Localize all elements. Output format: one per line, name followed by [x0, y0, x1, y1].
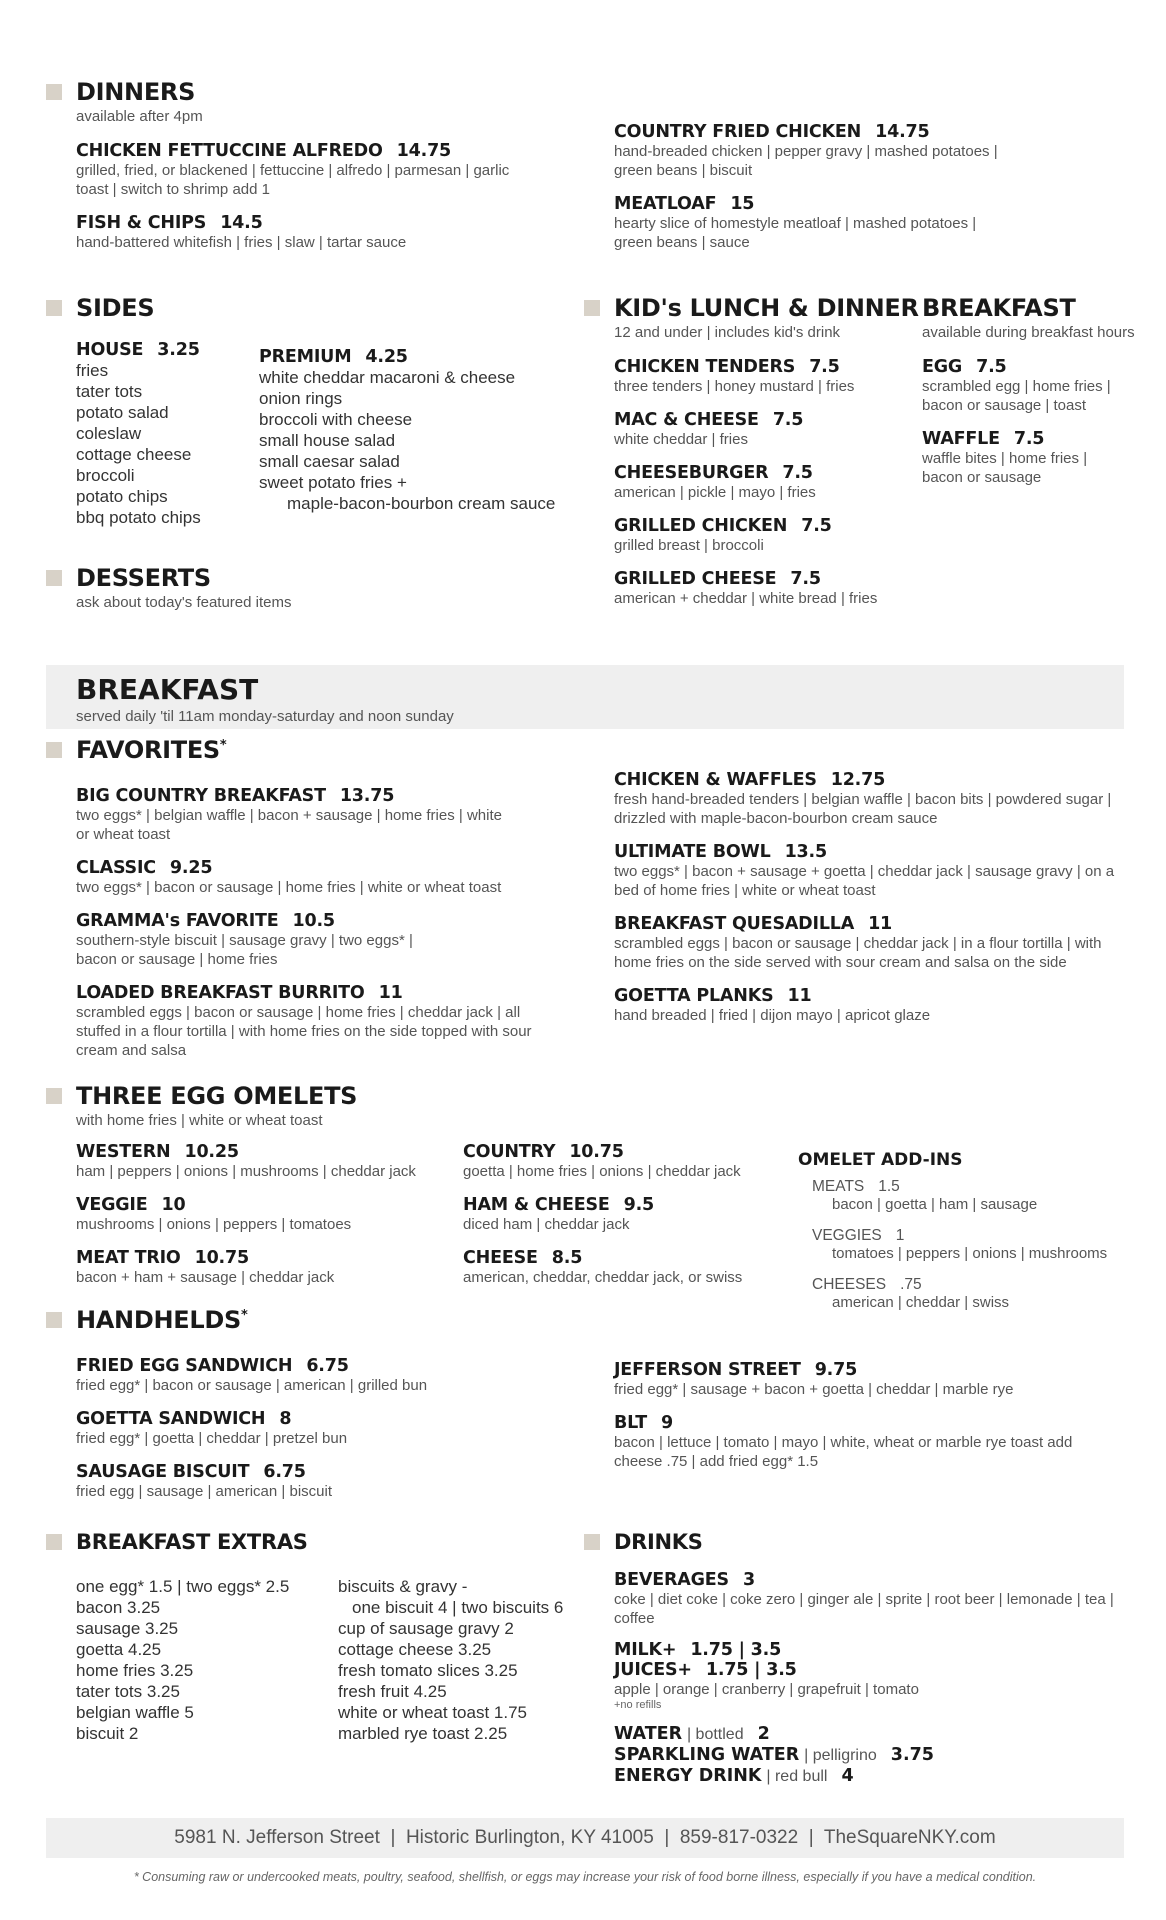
house-sides-list	[76, 360, 201, 528]
item-desc: fried egg* | bacon or sausage | american | grilled bun	[76, 1377, 428, 1394]
item-name: WESTERN	[76, 1142, 171, 1162]
juices-desc: apple | orange | cranberry | grapefruit | tomato	[614, 1681, 919, 1698]
item-desc: southern-style biscuit | sausage gravy | two eggs* | bacon or sausage | home fries	[76, 932, 413, 968]
item-price: 10.5	[292, 911, 335, 931]
item-name: GOETTA SANDWICH	[76, 1409, 266, 1429]
addin-category: VEGGIES 1	[812, 1227, 905, 1244]
menu-item	[922, 357, 1152, 415]
sides-header	[46, 294, 154, 322]
menu-item	[76, 983, 586, 1060]
item-name: COUNTRY	[463, 1142, 556, 1162]
item-price: 8.5	[551, 1248, 583, 1268]
no-refills-note: +no refills	[614, 1699, 662, 1711]
breakfast-banner-title: BREAKFAST	[76, 673, 259, 706]
list-item: cottage cheese	[76, 445, 192, 464]
sparkling-water-line: SPARKLING WATER | pelligrino 3.75	[614, 1745, 934, 1765]
addin-desc: american | cheddar | swiss	[832, 1294, 1010, 1311]
kids-breakfast-section	[922, 294, 1152, 501]
section-marker-icon	[46, 84, 62, 100]
list-item: potato salad	[76, 403, 169, 422]
item-price: 7.5	[782, 463, 813, 483]
menu-item	[614, 122, 1044, 180]
item-price: 4.25	[365, 347, 408, 367]
addins-title: OMELET ADD-INS	[798, 1150, 963, 1170]
item-desc: two eggs* | belgian waffle | bacon + sausage | home fries | white or wheat toast	[76, 807, 502, 843]
menu-item	[614, 986, 1134, 1025]
list-item: sausage 3.25	[76, 1619, 179, 1638]
item-price: 11	[868, 914, 893, 934]
item-desc: grilled, fried, or blackened | fettuccine | alfredo | parmesan | garlic toast | switch to shrimp add 1	[76, 162, 510, 198]
item-name: FRIED EGG SANDWICH	[76, 1356, 293, 1376]
desserts-subtitle: ask about today's featured items	[76, 594, 292, 611]
item-price: 7.5	[790, 569, 821, 589]
menu-item	[614, 842, 1134, 900]
item-price: 10	[161, 1195, 186, 1215]
item-name: WAFFLE	[922, 429, 1000, 449]
item-desc: bacon + ham + sausage | cheddar jack	[76, 1269, 335, 1286]
item-name: CHICKEN FETTUCCINE ALFREDO	[76, 141, 383, 161]
item-desc: american, cheddar, cheddar jack, or swiss	[463, 1269, 743, 1286]
item-desc: american | pickle | mayo | fries	[614, 484, 816, 501]
item-price: 10.75	[569, 1142, 624, 1162]
desserts-header	[46, 564, 292, 592]
addin-desc: bacon | goetta | ham | sausage	[832, 1196, 1038, 1213]
list-item: broccoli	[76, 466, 135, 485]
item-price: 14.75	[875, 122, 930, 142]
item-desc: fried egg* | goetta | cheddar | pretzel bun	[76, 1430, 348, 1447]
menu-item	[614, 914, 1134, 972]
item-name: MEATLOAF	[614, 194, 717, 214]
list-item: home fries 3.25	[76, 1661, 194, 1680]
menu-item	[614, 357, 914, 396]
item-name: CHEESEBURGER	[614, 463, 769, 483]
favorites-section	[46, 736, 586, 1074]
desserts-section	[46, 564, 292, 611]
item-desc: mushrooms | onions | peppers | tomatoes	[76, 1216, 352, 1233]
item-desc: three tenders | honey mustard | fries	[614, 378, 855, 395]
item-name: CHICKEN & WAFFLES	[614, 770, 817, 790]
item-name: LOADED BREAKFAST BURRITO	[76, 983, 365, 1003]
item-price: 10.75	[194, 1248, 249, 1268]
item-name: COUNTRY FRIED CHICKEN	[614, 122, 862, 142]
list-item: cup of sausage gravy 2	[338, 1619, 514, 1638]
sides-title: SIDES	[76, 294, 155, 322]
extras-left-list	[76, 1576, 289, 1744]
item-price: 3.25	[157, 340, 200, 360]
item-price: 12.75	[830, 770, 886, 790]
section-marker-icon	[46, 570, 62, 586]
item-name: PREMIUM	[259, 347, 352, 367]
item-price: 9.5	[623, 1195, 655, 1215]
list-item: coleslaw	[76, 424, 142, 443]
list-item: one egg* 1.5 | two eggs* 2.5	[76, 1577, 290, 1596]
item-name: CLASSIC	[76, 858, 156, 878]
list-item: fresh fruit 4.25	[338, 1682, 447, 1701]
list-item: bacon 3.25	[76, 1598, 161, 1617]
section-marker-icon	[46, 1534, 62, 1550]
menu-item	[463, 1248, 793, 1287]
list-item: tater tots	[76, 382, 143, 401]
item-desc: fried egg | sausage | american | biscuit	[76, 1483, 332, 1500]
menu-item	[76, 1462, 516, 1501]
item-price: 14.5	[220, 213, 263, 233]
dinners-right-column	[614, 122, 1044, 266]
energy-drink-line: ENERGY DRINK | red bull 4	[614, 1766, 854, 1786]
item-price: 10.25	[184, 1142, 239, 1162]
sides-premium	[259, 347, 555, 514]
menu-item	[614, 410, 914, 449]
list-item: fries	[76, 361, 109, 380]
dinners-section	[46, 78, 586, 266]
omelets-header	[46, 1082, 357, 1110]
extras-title: BREAKFAST EXTRAS	[76, 1530, 308, 1554]
menu-item	[76, 1409, 516, 1448]
item-desc: american + cheddar | white bread | fries	[614, 590, 878, 607]
list-item: tater tots 3.25	[76, 1682, 180, 1701]
list-item: cottage cheese 3.25	[338, 1640, 492, 1659]
handhelds-left-column	[76, 1356, 516, 1515]
item-price: 6.75	[306, 1356, 349, 1376]
list-item: goetta 4.25	[76, 1640, 162, 1659]
menu-item	[463, 1195, 793, 1234]
dinners-title: DINNERS	[76, 78, 196, 106]
item-name: BEVERAGES	[614, 1570, 729, 1590]
menu-item	[614, 463, 914, 502]
list-item: small house salad	[259, 431, 396, 450]
list-item: small caesar salad	[259, 452, 400, 471]
drinks-header	[584, 1530, 1124, 1554]
menu-item	[76, 858, 586, 897]
item-desc: hand breaded | fried | dijon mayo | apricot glaze	[614, 1007, 931, 1024]
list-item: bbq potato chips	[76, 508, 201, 527]
item-desc: hand-breaded chicken | pepper gravy | mashed potatoes | green beans | biscuit	[614, 143, 998, 179]
item-desc: waffle bites | home fries | bacon or sausage	[922, 450, 1088, 486]
drinks-section	[584, 1530, 1124, 1786]
item-name: CHEESE	[463, 1248, 538, 1268]
kids-subtitle: 12 and under | includes kid's drink	[614, 324, 841, 341]
menu-item	[614, 1570, 1124, 1628]
menu-item	[614, 569, 914, 608]
item-desc: scrambled egg | home fries | bacon or sausage | toast	[922, 378, 1111, 414]
item-price: 7.5	[1013, 429, 1045, 449]
premium-sides-list	[259, 367, 555, 514]
kids-section	[584, 294, 919, 622]
item-name: GRILLED CHEESE	[614, 569, 777, 589]
item-desc: fried egg* | sausage + bacon + goetta | cheddar | marble rye	[614, 1381, 1014, 1398]
menu-item	[614, 770, 1134, 828]
water-line: WATER | bottled 2	[614, 1724, 770, 1744]
item-price: 6.75	[263, 1462, 306, 1482]
item-desc: goetta | home fries | onions | cheddar jack	[463, 1163, 741, 1180]
item-price: 11	[787, 986, 812, 1006]
section-marker-icon	[46, 742, 62, 758]
list-item: marbled rye toast 2.25	[338, 1724, 508, 1743]
item-name: MAC & CHEESE	[614, 410, 759, 430]
handhelds-header	[46, 1306, 247, 1334]
extras-header	[46, 1530, 308, 1554]
item-name: HAM & CHEESE	[463, 1195, 610, 1215]
item-price: 9	[660, 1413, 673, 1433]
item-price: 7.5	[976, 357, 1007, 377]
section-marker-icon	[584, 300, 600, 316]
section-marker-icon	[584, 1534, 600, 1550]
item-price: 7.5	[772, 410, 804, 430]
item-price: 7.5	[809, 357, 840, 377]
menu-item	[614, 516, 914, 555]
menu-item	[76, 1248, 446, 1287]
list-item: belgian waffle 5	[76, 1703, 194, 1722]
section-marker-icon	[46, 1088, 62, 1104]
kids-header	[584, 294, 919, 322]
menu-item	[614, 1413, 1114, 1471]
handhelds-section	[46, 1306, 247, 1334]
section-marker-icon	[46, 300, 62, 316]
item-price: 9.75	[814, 1360, 858, 1380]
item-desc: hearty slice of homestyle meatloaf | mashed potatoes | green beans | sauce	[614, 215, 977, 251]
item-desc: grilled breast | broccoli	[614, 537, 764, 554]
item-desc: hand-battered whitefish | fries | slaw | tartar sauce	[76, 234, 407, 251]
drinks-title: DRINKS	[614, 1530, 703, 1554]
omelets-col-2	[463, 1142, 793, 1301]
breakfast-banner-subtitle: served daily 'til 11am monday-saturday and noon sunday	[76, 708, 454, 725]
item-name: EGG	[922, 357, 963, 377]
item-desc: diced ham | cheddar jack	[463, 1216, 630, 1233]
item-desc: white cheddar | fries	[614, 431, 748, 448]
section-marker-icon	[46, 1312, 62, 1328]
addin-category: MEATS 1.5	[812, 1178, 900, 1195]
item-desc: scrambled eggs | bacon or sausage | cheddar jack | in a flour tortilla | with home fries on the side served with sour cream and salsa on the side	[614, 935, 1102, 971]
dinners-subtitle: available after 4pm	[76, 108, 203, 125]
footer-address: 5981 N. Jefferson Street | Historic Burlington, KY 41005 | 859-817-0322 | TheSquareNKY.com	[174, 1827, 996, 1848]
menu-item	[76, 141, 586, 199]
menu-item	[76, 1356, 516, 1395]
favorites-header	[46, 736, 586, 764]
menu-item	[76, 1195, 446, 1234]
omelets-section	[46, 1082, 357, 1129]
list-item: biscuits & gravy -	[338, 1577, 468, 1596]
menu-item	[76, 911, 586, 969]
menu-item	[614, 1360, 1114, 1399]
item-desc: fresh hand-breaded tenders | belgian waffle | bacon bits | powdered sugar | drizzled with maple-bacon-bourbon cream sauce	[614, 791, 1112, 827]
item-desc: two eggs* | bacon or sausage | home fries | white or wheat toast	[76, 879, 502, 896]
list-item: white cheddar macaroni & cheese	[259, 368, 516, 387]
omelets-title: THREE EGG OMELETS	[76, 1082, 358, 1110]
item-price: 13.75	[339, 786, 395, 806]
addin-desc: tomatoes | peppers | onions | mushrooms	[832, 1245, 1108, 1262]
item-desc: two eggs* | bacon + sausage + goetta | cheddar jack | sausage gravy | on a bed of home fries | white or wheat toast	[614, 863, 1115, 899]
item-price: 9.25	[169, 858, 213, 878]
list-item: onion rings	[259, 389, 343, 408]
juices-line: JUICES+ 1.75 | 3.5	[614, 1660, 797, 1680]
item-desc: coke | diet coke | coke zero | ginger ale | sprite | root beer | lemonade | tea | coffee	[614, 1591, 1114, 1627]
item-name: ULTIMATE BOWL	[614, 842, 771, 862]
handhelds-title: HANDHELDS*	[76, 1306, 248, 1334]
milk-line: MILK+ 1.75 | 3.5	[614, 1640, 782, 1660]
item-name: VEGGIE	[76, 1195, 148, 1215]
list-item: white or wheat toast 1.75	[338, 1703, 528, 1722]
item-name: SAUSAGE BISCUIT	[76, 1462, 250, 1482]
omelets-col-1	[76, 1142, 446, 1301]
item-price: 11	[378, 983, 403, 1003]
kids-breakfast-title: BREAKFAST	[922, 294, 1076, 322]
item-name: BLT	[614, 1413, 647, 1433]
favorites-right-column	[614, 770, 1134, 1039]
item-name: BIG COUNTRY BREAKFAST	[76, 786, 326, 806]
sides-house	[76, 340, 201, 528]
item-name: GRAMMA's FAVORITE	[76, 911, 279, 931]
list-item: potato chips	[76, 487, 168, 506]
item-name: MEAT TRIO	[76, 1248, 181, 1268]
item-name: GOETTA PLANKS	[614, 986, 774, 1006]
item-price: 15	[730, 194, 755, 214]
breakfast-banner	[46, 665, 1124, 729]
omelet-addins	[798, 1150, 1128, 1311]
extras-right-list	[338, 1576, 563, 1744]
item-desc: scrambled eggs | bacon or sausage | home fries | cheddar jack | all stuffed in a flour tortilla | with home fries on the side topped with sour cream and salsa	[76, 1004, 532, 1059]
item-price: 7.5	[801, 516, 832, 536]
dinners-header	[46, 78, 586, 106]
menu-item	[614, 194, 1044, 252]
menu-item	[76, 786, 586, 844]
item-name: JEFFERSON STREET	[614, 1360, 801, 1380]
extras-section	[46, 1530, 308, 1554]
item-name: FISH & CHIPS	[76, 213, 207, 233]
desserts-title: DESSERTS	[76, 564, 211, 592]
item-desc: bacon | lettuce | tomato | mayo | white, wheat or marble rye toast add cheese .75 | add fried egg* 1.5	[614, 1434, 1073, 1470]
item-name: CHICKEN TENDERS	[614, 357, 796, 377]
menu-item	[463, 1142, 793, 1181]
item-price: 8	[279, 1409, 292, 1429]
addin-category: CHEESES .75	[812, 1276, 922, 1293]
favorites-title: FAVORITES*	[76, 736, 227, 764]
list-item: biscuit 2	[76, 1724, 139, 1743]
sides-section	[46, 294, 154, 322]
item-name: GRILLED CHICKEN	[614, 516, 788, 536]
menu-item	[76, 1142, 446, 1181]
handhelds-right-column	[614, 1360, 1114, 1485]
omelets-subtitle: with home fries | white or wheat toast	[76, 1112, 323, 1129]
item-name: BREAKFAST QUESADILLA	[614, 914, 855, 934]
list-item: one biscuit 4 | two biscuits 6	[352, 1598, 564, 1617]
item-desc: ham | peppers | onions | mushrooms | cheddar jack	[76, 1163, 416, 1180]
menu-item	[76, 213, 586, 252]
kids-title: KID's LUNCH & DINNER	[614, 294, 919, 322]
kids-breakfast-subtitle: available during breakfast hours	[922, 324, 1135, 341]
item-price: 14.75	[396, 141, 452, 161]
list-item: broccoli with cheese	[259, 410, 413, 429]
item-price: 3	[742, 1570, 755, 1590]
list-item: fresh tomato slices 3.25	[338, 1661, 518, 1680]
list-item: sweet potato fries +	[259, 473, 407, 492]
item-name: HOUSE	[76, 340, 144, 360]
health-disclaimer: * Consuming raw or undercooked meats, poultry, seafood, shellfish, or eggs may increase your risk of food borne illness, especially if you have a medical condition.	[133, 1870, 1037, 1884]
menu-item	[922, 429, 1152, 487]
item-price: 13.5	[784, 842, 827, 862]
list-item: maple-bacon-bourbon cream sauce	[287, 494, 556, 513]
address-footer	[46, 1818, 1124, 1858]
